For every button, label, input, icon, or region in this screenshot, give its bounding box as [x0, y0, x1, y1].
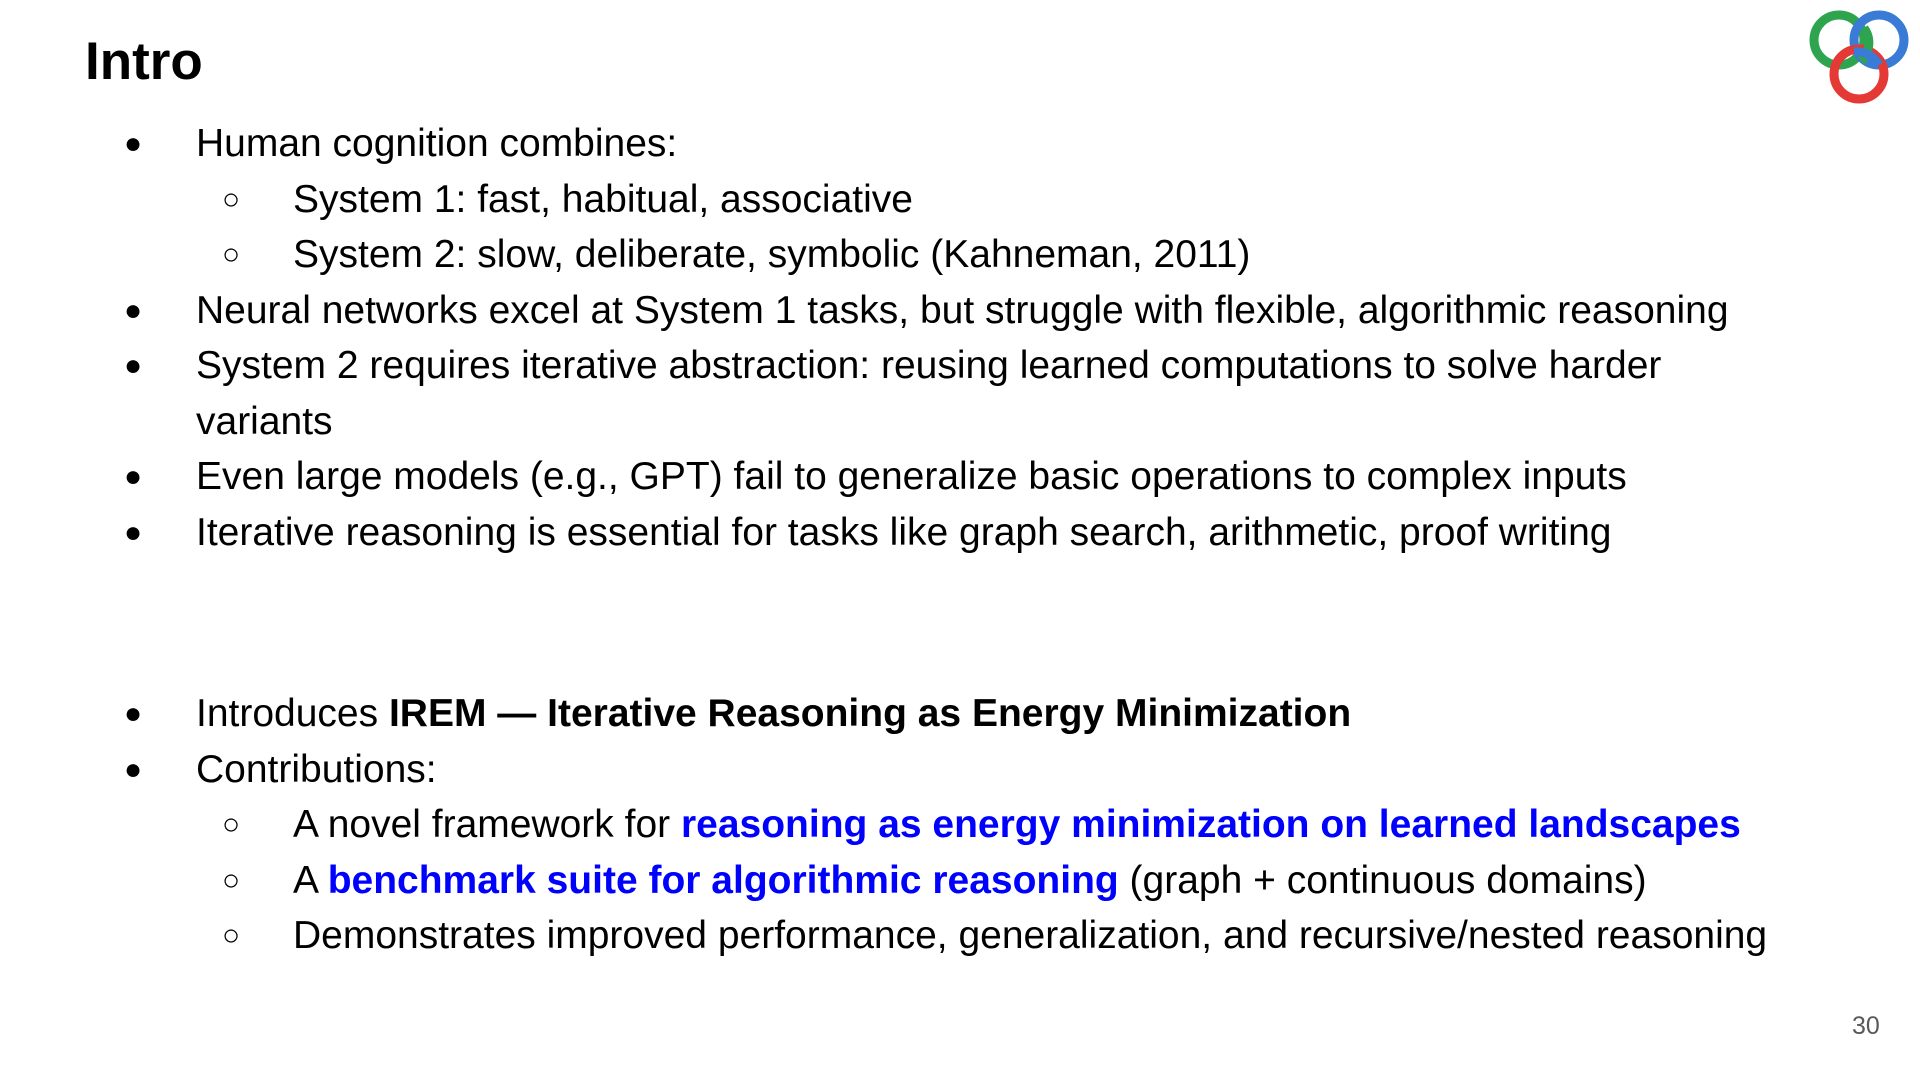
sub-bullet-text: Demonstrates improved performance, generalization, and recursive/nested reasoning	[293, 914, 1768, 957]
bullet-text: variants	[196, 399, 333, 443]
list-item	[0, 449, 1920, 505]
bullet-dot: ●	[124, 697, 143, 730]
bullet-dot: ●	[124, 515, 143, 549]
bullet-dot: ●	[124, 293, 143, 327]
highlight-text: benchmark suite for algorithmic reasoning	[327, 858, 1119, 902]
bullet-text: Even large models (e.g., GPT) fail to generalize basic operations to complex inputs	[196, 455, 1627, 498]
list-item-continuation	[0, 394, 1920, 450]
list-item	[0, 853, 1920, 909]
list-item	[0, 227, 1920, 283]
bullet-text-prefix: Introduces	[196, 692, 389, 735]
sub-bullet-suffix: (graph + continuous domains)	[1118, 858, 1647, 902]
bullet-dot: ●	[124, 460, 143, 493]
sub-bullet-circle: ○	[222, 182, 241, 216]
highlight-text: reasoning as energy minimization on learned landscapes	[680, 803, 1741, 846]
nature-society-computation-logo-icon	[1806, 6, 1912, 106]
sub-bullet-circle: ○	[222, 919, 241, 952]
bullet-dot: ●	[124, 127, 143, 160]
bullet-text: Iterative reasoning is essential for tasks like graph search, arithmetic, proof writing	[196, 510, 1612, 554]
bullet-dot: ●	[124, 752, 143, 786]
list-item	[0, 172, 1920, 228]
list-item	[0, 686, 1920, 742]
list-item	[0, 742, 1920, 798]
slide-title: Intro	[85, 32, 203, 91]
list-item	[0, 505, 1920, 561]
sub-bullet-text: System 1: fast, habitual, associative	[293, 177, 913, 221]
sub-bullet-text: System 2: slow, deliberate, symbolic (Kahneman, 2011)	[293, 233, 1251, 276]
bullet-text: Neural networks excel at System 1 tasks, but struggle with flexible, algorithmic reasoning	[196, 288, 1729, 332]
bullet-text: System 2 requires iterative abstraction: reusing learned computations to solve harder	[196, 344, 1662, 387]
sub-bullet-circle: ○	[222, 238, 241, 271]
sub-bullet-text	[293, 853, 1647, 909]
bullet-text: Contributions:	[196, 747, 437, 791]
spacer	[0, 560, 1920, 686]
page-number: 30	[1852, 1012, 1880, 1040]
sub-bullet-circle: ○	[222, 808, 241, 841]
list-item	[0, 797, 1920, 853]
bullet-dot: ●	[124, 349, 143, 382]
sub-bullet-text	[293, 797, 1741, 853]
sub-bullet-prefix: A novel framework for	[293, 803, 681, 846]
list-item	[0, 908, 1920, 964]
bullet-text: Human cognition combines:	[196, 122, 678, 165]
list-item	[0, 116, 1920, 172]
list-item	[0, 283, 1920, 339]
irem-title: IREM — Iterative Reasoning as Energy Minimization	[388, 692, 1352, 735]
bullet-text	[196, 686, 1351, 742]
slide-body	[0, 116, 1920, 964]
sub-bullet-prefix: A	[293, 858, 328, 902]
list-item	[0, 338, 1920, 394]
sub-bullet-circle: ○	[222, 863, 241, 897]
